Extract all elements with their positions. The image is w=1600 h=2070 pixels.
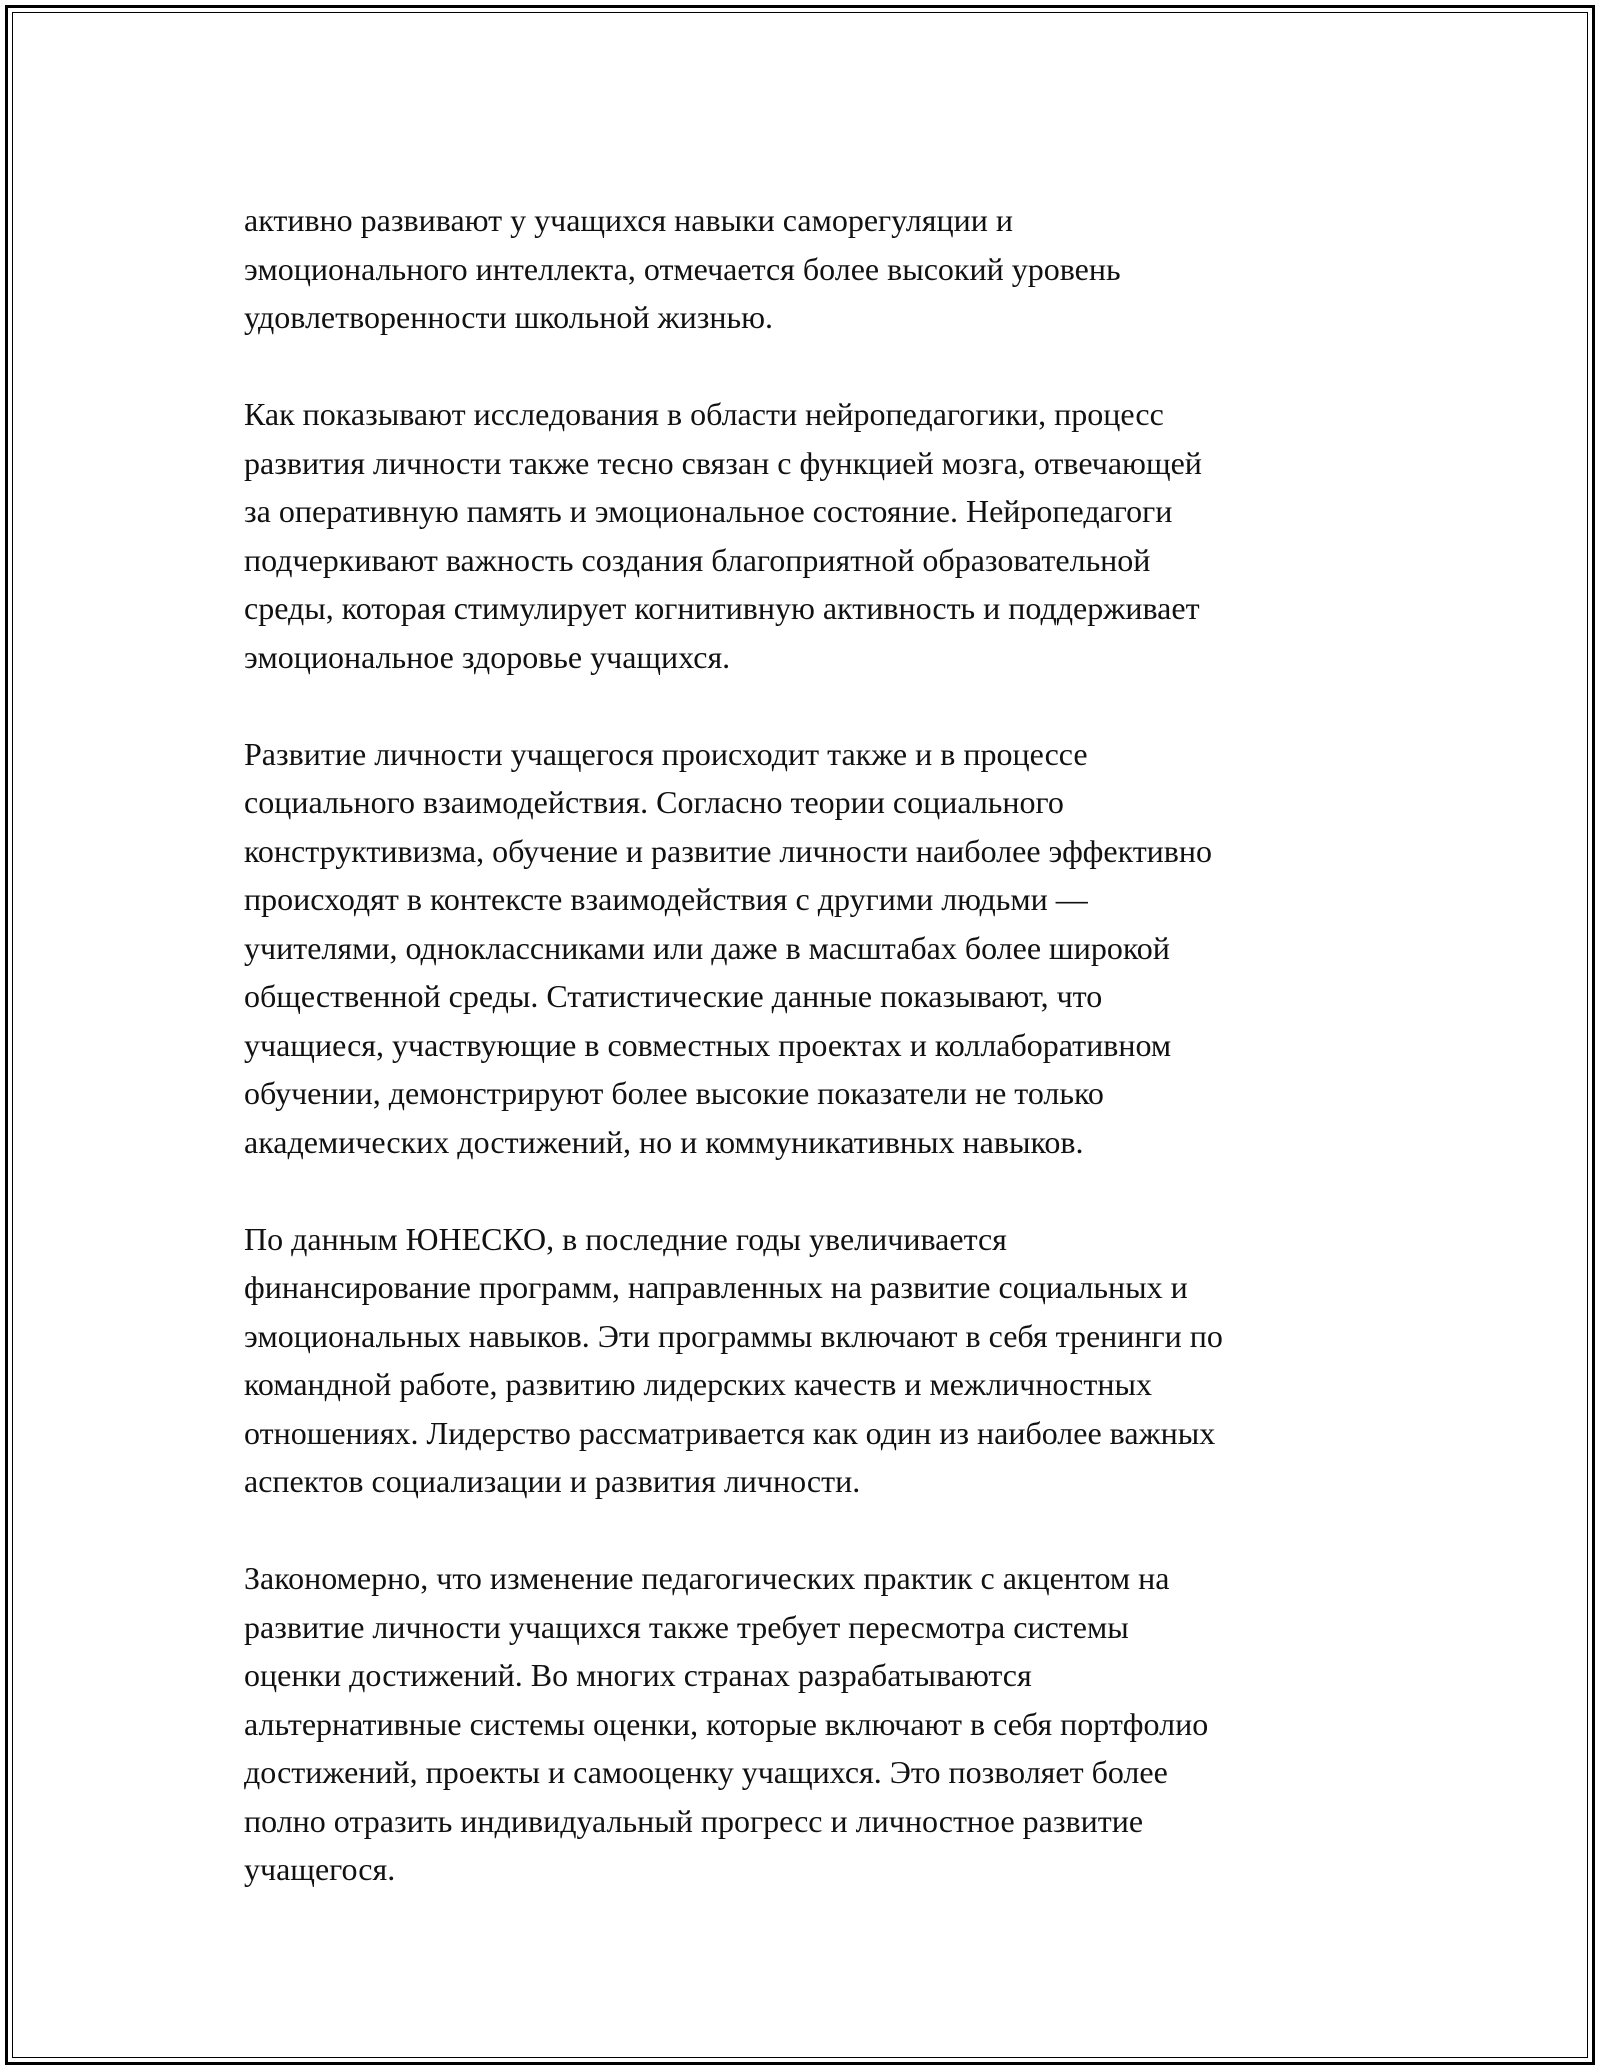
paragraph-1: активно развивают у учащихся навыки саморегуляции и эмоционального интеллекта, отмечается более высокий уровень удовлетворенности школьной жизнью. — [244, 202, 1121, 335]
paragraph-4: По данным ЮНЕСКО, в последние годы увеличивается финансирование программ, направленных на развитие социальных и эмоциональных навыков. Эти программы включают в себя тренинги по командной работе, развитию лидерских качеств и межличностных отношениях. Лидерство рассматривается как один из наиболее важных аспектов социализации и развития личности. — [244, 1220, 1223, 1499]
paragraph-5: Закономерно, что изменение педагогических практик с акцентом на развитие личности учащихся также требует пересмотра системы оценки достижений. Во многих странах разрабатываются альтернативные системы оценки, которые включают в себя портфолио достижений, проекты и самооценку учащихся. Это позволяет более полно отразить индивидуальный прогресс и личностное развитие учащегося. — [244, 1560, 1209, 1887]
page-border — [5, 5, 1595, 2065]
paragraph-2: Как показывают исследования в области нейропедагогики, процесс развития личности также тесно связан с функцией мозга, отвечающей за оперативную память и эмоциональное состояние. Нейропедагоги подчеркивают важность создания благоприятной образовательной среды, которая стимулирует когнитивную активность и поддерживает эмоциональное здоровье учащихся. — [244, 396, 1202, 675]
paragraph-3: Развитие личности учащегося происходит также и в процессе социального взаимодействия. Согласно теории социального конструктивизма, обучение и развитие личности наиболее эффективно происходят в контексте взаимодействия с другими людьми — учителями, одноклассниками или даже в масштабах более широкой общественной среды. Статистические данные показывают, что учащиеся, участвующие в совместных проектах и коллаборативном обучении, демонстрируют более высокие показатели не только академических достижений, но и коммуникативных навыков. — [244, 735, 1213, 1160]
document-body — [244, 196, 1394, 1942]
